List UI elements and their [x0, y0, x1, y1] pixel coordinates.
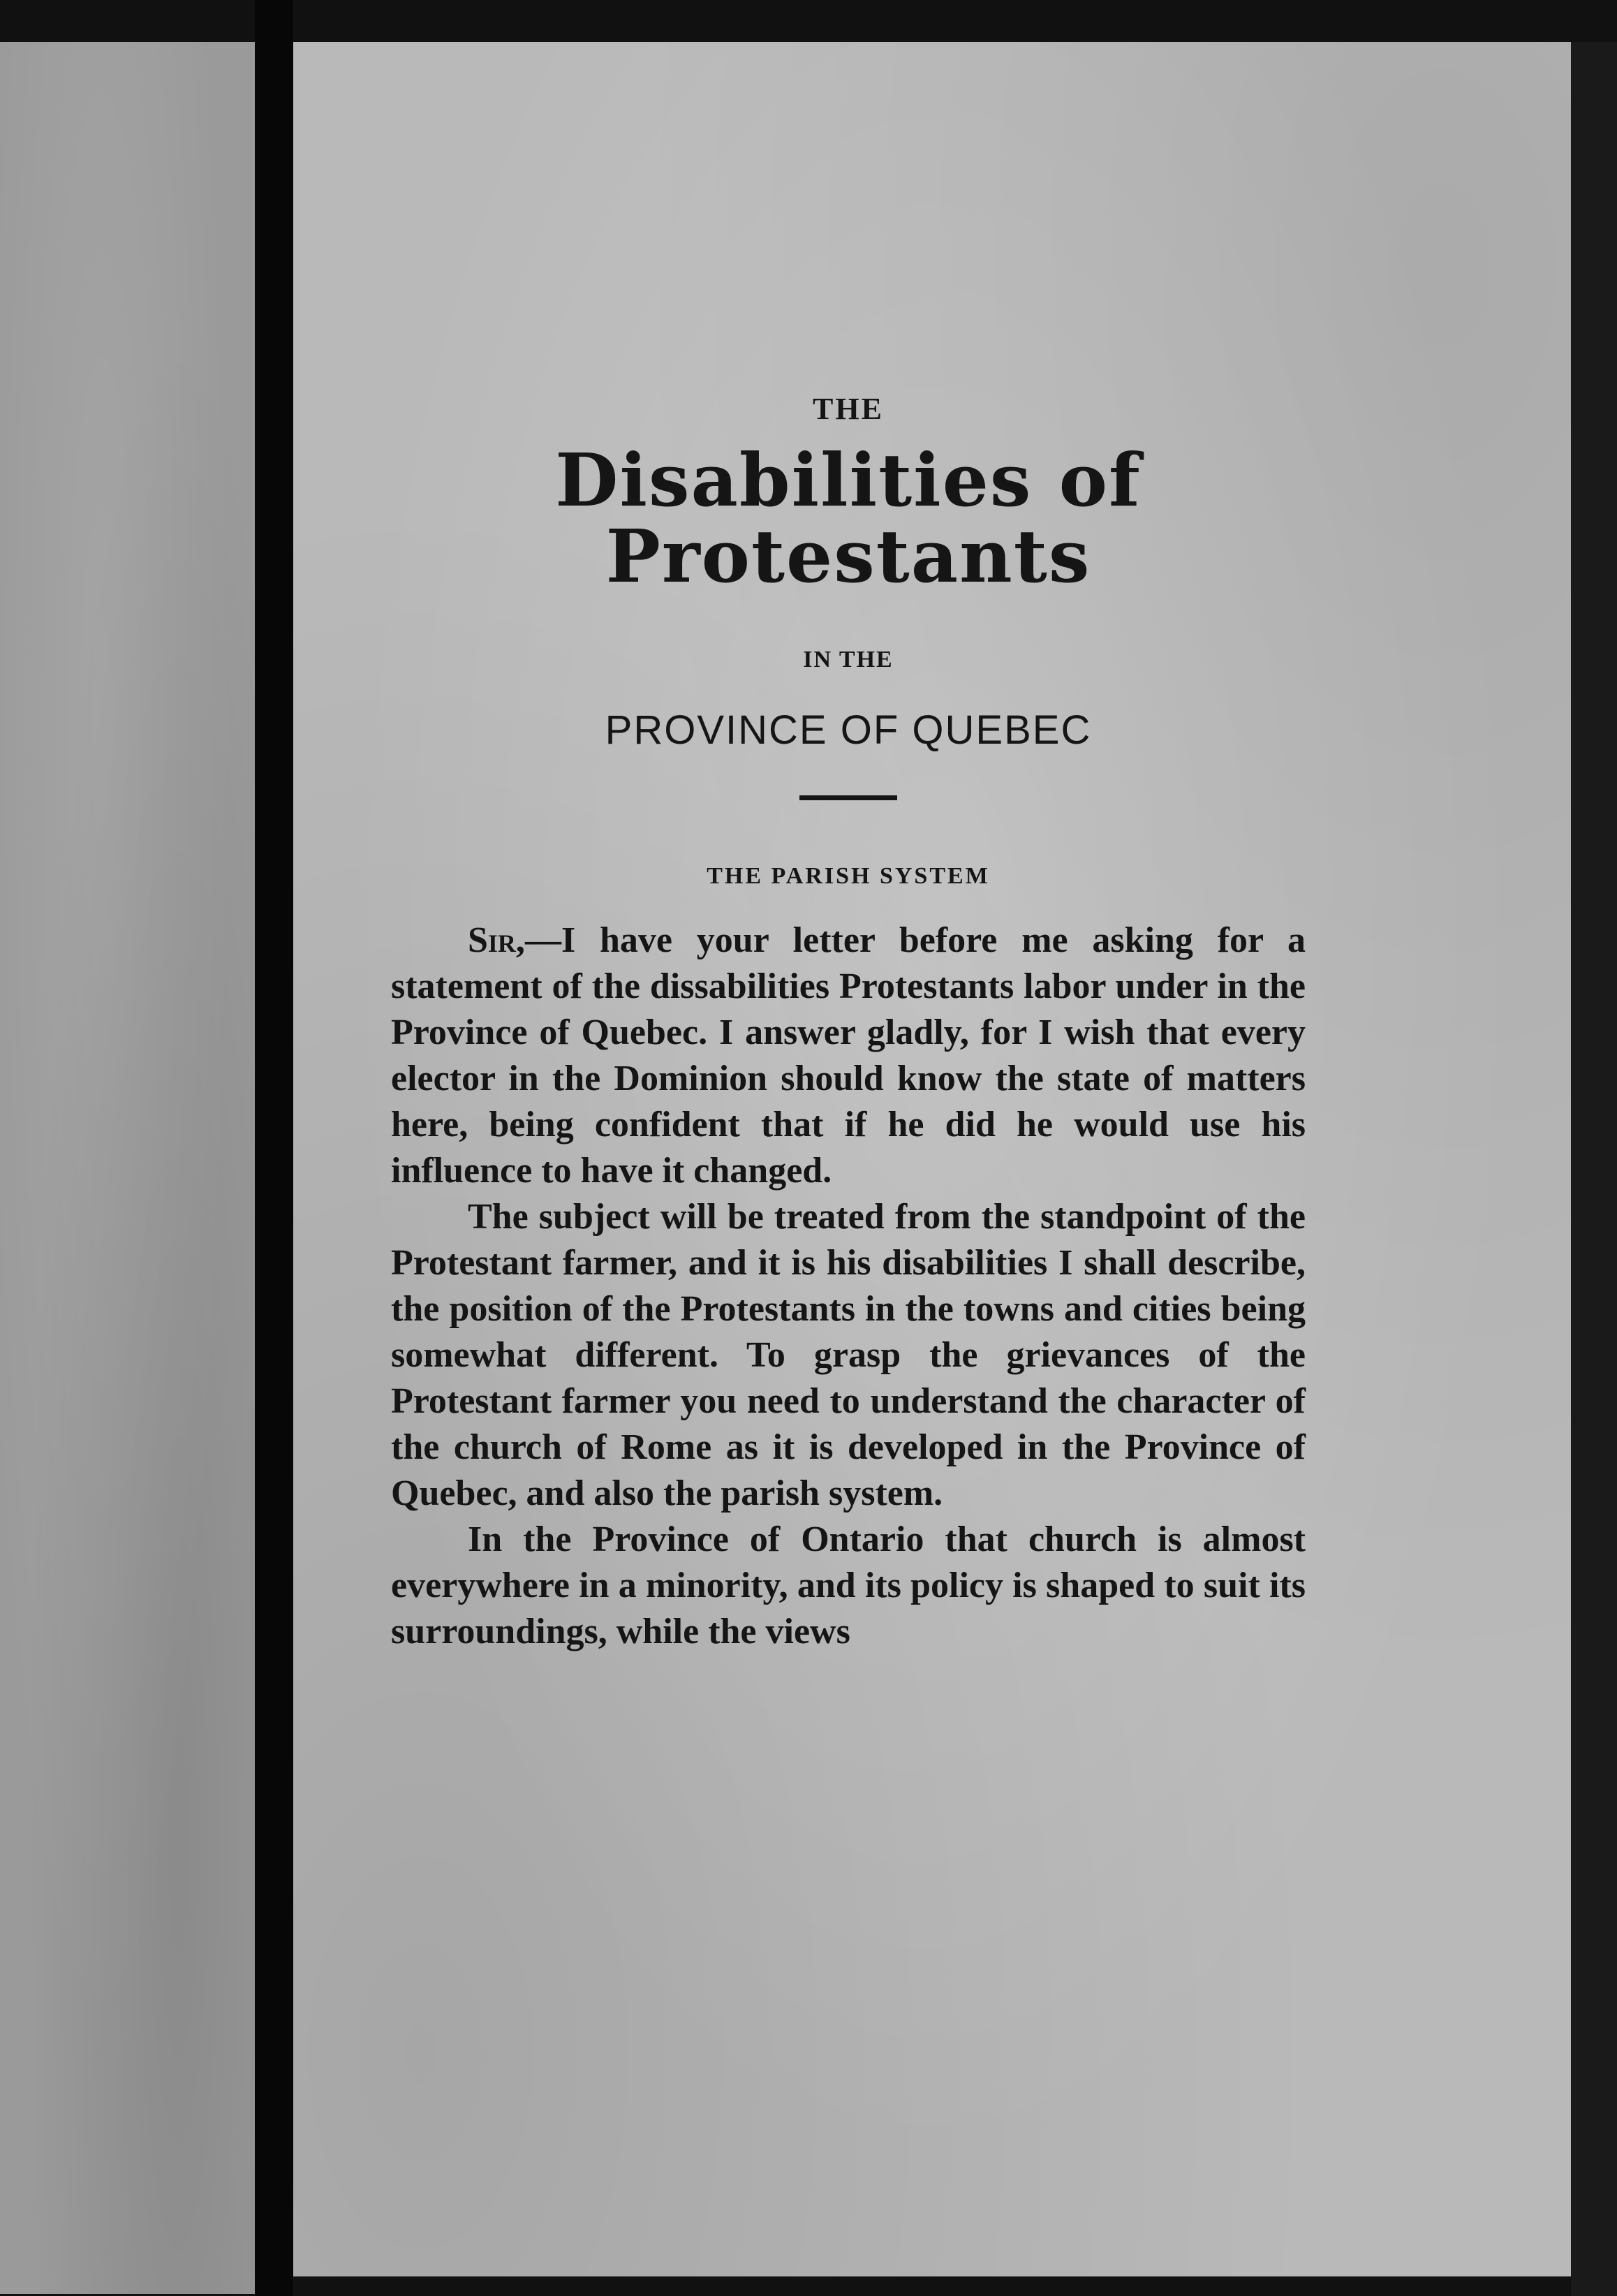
paragraph-1 — [391, 918, 1306, 1194]
main-title: Disabilities of Protestants — [555, 437, 1142, 600]
title-province: PROVINCE OF QUEBEC — [605, 707, 1092, 753]
right-page-edge — [1571, 42, 1617, 2296]
section-heading: THE PARISH SYSTEM — [707, 863, 990, 890]
title-the: THE — [813, 392, 884, 426]
page-text — [391, 391, 1306, 1655]
left-page-edge — [0, 42, 255, 2294]
salutation: Sir, — [468, 920, 525, 961]
book-gutter — [255, 0, 293, 2296]
paragraph-3: In the Province of Ontario that church is almost everywhere in a minority, and its policy is shaped to suit its surroundings, while the views — [391, 1519, 1306, 1652]
title-rule — [799, 795, 897, 800]
paragraph-1-text: —I have your letter before me asking for a statement of the dissabilities Protestants labor under in the Province of Quebec. I answer gladly, for I wish that every elector in the Dominion should know the state of matters here, being confident that if he did he would use his influence to have it changed. — [391, 920, 1306, 1191]
paragraph-2: The subject will be treated from the standpoint of the Protestant farmer, and it is his disabilities I shall describe, the position of the Protestants in the towns and cities being somewhat different. To grasp the grievances of the Protestant farmer you need to understand the character of the church of Rome as it is developed in the Province of Quebec, and also the parish system. — [391, 1197, 1306, 1514]
title-in-the: IN THE — [803, 647, 894, 673]
